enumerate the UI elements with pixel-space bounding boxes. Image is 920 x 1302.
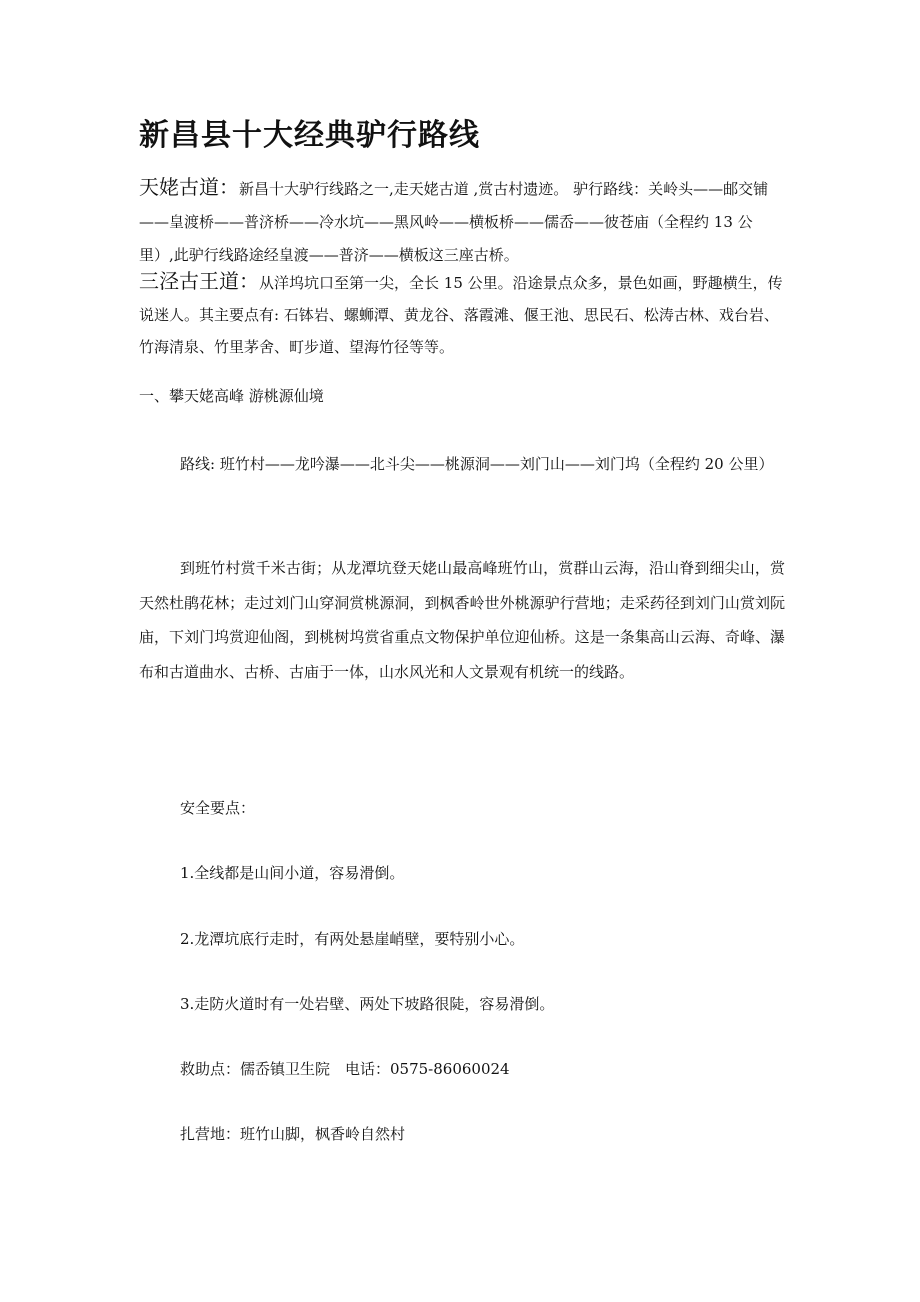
route-intro-tianmu — [139, 171, 785, 272]
document-title: 新昌县十大经典驴行路线 — [139, 118, 480, 153]
safety-item: 3.走防火道时有一处岩壁、两处下坡路很陡，容易滑倒。 — [180, 995, 555, 1013]
route-intro-sanjing — [139, 265, 785, 363]
route-description: 从洋坞坑口至第一尖，全长 15 公里。沿途景点众多，景色如画，野趣横生，传说迷人。其主要点有: 石钵岩、螺蛳潭、黄龙谷、落霞滩、偃王池、思民石、松涛古林、戏台岩、竹海清泉、竹里茅舍、町步道、望海竹径等等。 — [139, 274, 783, 356]
safety-heading: 安全要点： — [180, 799, 256, 817]
route-description: 新昌十大驴行线路之一,走天姥古道 ,赏古村遗迹。 驴行路线：关岭头——邮交铺——皇渡桥——普济桥——冷水坑——黑风岭——横板桥——儒岙——彼苍庙（全程约 13 公里）,此驴行线路途经皇渡——普济——横板这三座古桥。 — [139, 180, 769, 264]
safety-item: 2.龙潭坑底行走时，有两处悬崖峭壁，要特别小心。 — [180, 930, 525, 948]
section-heading: 一、攀天姥高峰 游桃源仙境 — [139, 387, 324, 405]
route-name: 天姥古道： — [139, 175, 239, 199]
campsite: 扎营地：班竹山脚，枫香岭自然村 — [180, 1125, 406, 1143]
route-name: 三泾古王道： — [139, 269, 259, 293]
route-line: 路线: 班竹村——龙吟瀑——北斗尖——桃源洞——刘门山——刘门坞（全程约 20 公里） — [180, 455, 774, 473]
route-description-paragraph: 到班竹村赏千米古街；从龙潭坑登天姥山最高峰班竹山，赏群山云海，沿山脊到细尖山，赏天然杜鹃花林；走过刘门山穿洞赏桃源洞，到枫香岭世外桃源驴行营地；走采药径到刘门山赏刘阮庙，下刘门坞赏迎仙阁，到桃树坞赏省重点文物保护单位迎仙桥。这是一条集高山云海、奇峰、瀑布和古道曲水、古桥、古庙于一体，山水风光和人文景观有机统一的线路。 — [139, 559, 785, 681]
rescue-point: 救助点：儒岙镇卫生院 电话：0575-86060024 — [180, 1060, 510, 1078]
safety-item: 1.全线都是山间小道，容易滑倒。 — [180, 864, 405, 882]
